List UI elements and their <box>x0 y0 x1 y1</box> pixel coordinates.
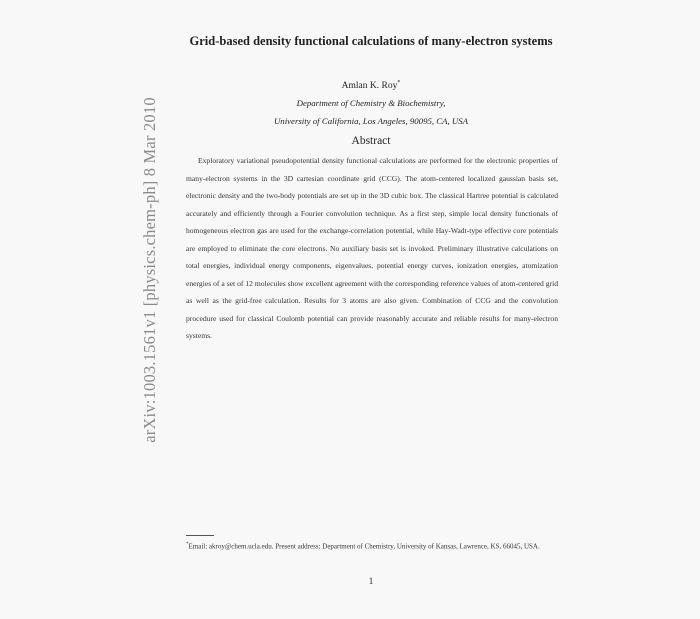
footnote <box>186 534 558 557</box>
author-name: Amlan K. Roy <box>341 81 398 92</box>
footnote-text: Email: akroy@chem.ucla.edu. Present address: Department of Chemistry, University of Kansas, Lawrence, KS, 66045, USA. <box>188 542 540 551</box>
author-line <box>186 80 556 91</box>
affiliation-university: University of California, Los Angeles, 90095, CA, USA <box>273 116 469 126</box>
abstract-text: Exploratory variational pseudopotential density functional calculations are performed for the electronic properties of many-electron systems in the 3D cartesian coordinate grid (CCG). The atom-centered localized gaussian basis set, electronic density and the two-body potentials are set up in the 3D cubic box. The classical Hartree potential is calculated accurately and efficiently through a Fourier convolution technique. As a first step, simple local density functionals of homogeneous electron gas are used for the exchange-correlation potential, while Hay-Wadt-type effective core potentials are employed to eliminate the core electrons. No auxiliary basis set is invoked. Preliminary illustrative calculations on total energies, individual energy components, eigenvalues, potential energy curves, ionization energies, atomization energies of a set of 12 molecules show excellent agreement with the corresponding reference values of atom-centered grid as well as the grid-free calculation. Results for 3 atoms are also given. Combination of CCG and the convolution procedure used for classical Coulomb potential can provide reasonably accurate and reliable results for many-electron systems. <box>186 156 558 340</box>
page-number: 1 <box>368 576 374 586</box>
paper-title: Grid-based density functional calculations of many-electron systems <box>189 34 553 48</box>
abstract-heading: Abstract <box>351 135 391 147</box>
affiliation-department: Department of Chemistry & Biochemistry, <box>296 98 446 108</box>
arxiv-identifier: arXiv:1003.1561v1 [physics.chem-ph] 8 Mar 2010 <box>140 97 159 443</box>
footnote-mark: * <box>186 542 189 547</box>
author-footnote-mark: * <box>397 80 401 86</box>
